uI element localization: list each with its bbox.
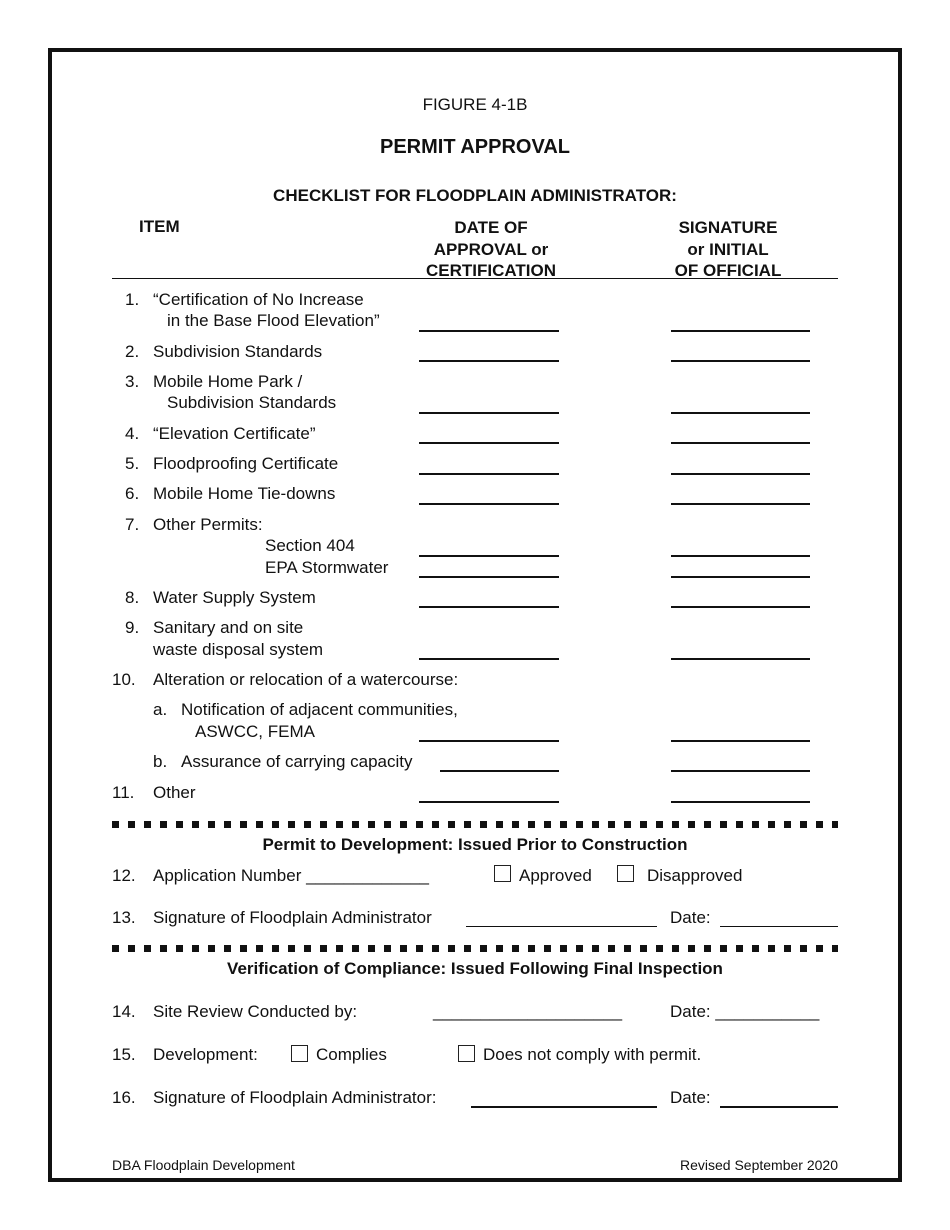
checklist-subtitle: CHECKLIST FOR FLOODPLAIN ADMINISTRATOR: <box>273 186 677 205</box>
item-5-signature-field[interactable] <box>671 473 810 475</box>
item-4-date-field[interactable] <box>419 442 559 444</box>
date-label: Date: ___________ <box>670 1002 820 1021</box>
disapproved-label: Disapproved <box>647 866 743 885</box>
column-header-date: DATE OF APPROVAL or CERTIFICATION <box>425 218 556 280</box>
item-2-signature-field[interactable] <box>671 360 810 362</box>
item-number: 9. <box>125 618 140 637</box>
item-4-signature-field[interactable] <box>671 442 810 444</box>
verification-section-heading: Verification of Compliance: Issued Following Final Inspection <box>227 959 723 978</box>
item-number: 11. <box>112 783 135 802</box>
item-number: 2. <box>125 342 140 361</box>
item-7a-signature-field[interactable] <box>671 555 810 557</box>
item-number: 14. <box>112 1002 136 1021</box>
item-3-label-cont: Subdivision Standards <box>167 393 337 412</box>
item-10a-label: Notification of adjacent communities, <box>181 700 458 719</box>
item-10b-date-field[interactable] <box>440 770 559 772</box>
column-header-signature: SIGNATURE or INITIAL OF OFFICIAL <box>674 218 782 280</box>
complies-label: Complies <box>316 1045 387 1064</box>
date-label: Date: <box>670 1088 711 1107</box>
item-6-date-field[interactable] <box>419 503 559 505</box>
item-11-signature-field[interactable] <box>671 801 810 803</box>
does-not-comply-label: Does not comply with permit. <box>483 1045 702 1064</box>
item-11-label: Other <box>153 783 196 802</box>
item-8-date-field[interactable] <box>419 606 559 608</box>
item-9-date-field[interactable] <box>419 658 559 660</box>
item-number: 6. <box>125 484 140 503</box>
item-7-sub-section-404: Section 404 <box>265 536 355 555</box>
item-4-label: “Elevation Certificate” <box>153 424 316 443</box>
item-1-label: “Certification of No Increase <box>153 290 364 309</box>
page-title: PERMIT APPROVAL <box>379 136 570 158</box>
item-10a-signature-field[interactable] <box>671 740 810 742</box>
site-review-label: Site Review Conducted by: <box>153 1002 358 1021</box>
item-2-date-field[interactable] <box>419 360 559 362</box>
item-10b-letter: b. <box>153 752 168 771</box>
item-1-signature-field[interactable] <box>671 330 810 332</box>
item-9-label: Sanitary and on site <box>153 618 304 637</box>
item-10a-letter: a. <box>153 700 168 719</box>
administrator-signature-label: Signature of Floodplain Administrator <box>153 908 432 927</box>
permit-date-field[interactable] <box>720 926 838 927</box>
date-label: Date: <box>670 908 711 927</box>
permit-section-heading: Permit to Development: Issued Prior to Construction <box>262 835 688 854</box>
item-number: 16. <box>112 1088 136 1107</box>
item-number: 10. <box>112 670 136 689</box>
item-1-date-field[interactable] <box>419 330 559 332</box>
item-10b-label: Assurance of carrying capacity <box>181 752 413 771</box>
item-number: 1. <box>125 290 140 309</box>
section-divider <box>112 945 838 952</box>
item-number: 8. <box>125 588 140 607</box>
administrator-signature-field[interactable] <box>466 926 657 927</box>
site-review-date-field[interactable]: ___________ <box>715 1002 820 1021</box>
final-date-field[interactable] <box>720 1106 838 1108</box>
footer-left: DBA Floodplain Development <box>112 1157 295 1173</box>
disapproved-checkbox[interactable] <box>617 865 634 882</box>
does-not-comply-checkbox[interactable] <box>458 1045 475 1062</box>
complies-checkbox[interactable] <box>291 1045 308 1062</box>
item-1-label-cont: in the Base Flood Elevation” <box>167 311 380 330</box>
item-5-label: Floodproofing Certificate <box>153 454 339 473</box>
item-7b-date-field[interactable] <box>419 576 559 578</box>
footer-right: Revised September 2020 <box>680 1157 838 1173</box>
header-rule <box>112 278 838 279</box>
item-11-date-field[interactable] <box>419 801 559 803</box>
item-number: 15. <box>112 1045 136 1064</box>
item-number: 13. <box>112 908 136 927</box>
figure-label: FIGURE 4-1B <box>422 95 528 114</box>
item-10-label: Alteration or relocation of a watercourse: <box>153 670 459 689</box>
item-6-signature-field[interactable] <box>671 503 810 505</box>
item-number: 5. <box>125 454 140 473</box>
section-divider <box>112 821 838 828</box>
item-number: 12. <box>112 866 136 885</box>
item-8-label: Water Supply System <box>153 588 316 607</box>
item-5-date-field[interactable] <box>419 473 559 475</box>
item-number: 3. <box>125 372 140 391</box>
item-8-signature-field[interactable] <box>671 606 810 608</box>
item-number: 7. <box>125 515 140 534</box>
item-7-label: Other Permits: <box>153 515 263 534</box>
approved-label: Approved <box>519 866 592 885</box>
item-3-date-field[interactable] <box>419 412 559 414</box>
approved-checkbox[interactable] <box>494 865 511 882</box>
item-3-label: Mobile Home Park / <box>153 372 303 391</box>
item-7a-date-field[interactable] <box>419 555 559 557</box>
item-10a-label-cont: ASWCC, FEMA <box>195 722 315 741</box>
item-10b-signature-field[interactable] <box>671 770 810 772</box>
item-number: 4. <box>125 424 140 443</box>
site-review-field[interactable]: ____________________ <box>433 1002 623 1021</box>
item-7b-signature-field[interactable] <box>671 576 810 578</box>
final-signature-label: Signature of Floodplain Administrator: <box>153 1088 437 1107</box>
item-10a-date-field[interactable] <box>419 740 559 742</box>
item-3-signature-field[interactable] <box>671 412 810 414</box>
column-header-item: ITEM <box>139 217 180 236</box>
item-9-signature-field[interactable] <box>671 658 810 660</box>
item-7-sub-epa-stormwater: EPA Stormwater <box>265 558 389 577</box>
item-6-label: Mobile Home Tie-downs <box>153 484 336 503</box>
final-signature-field[interactable] <box>471 1106 657 1108</box>
development-label: Development: <box>153 1045 258 1064</box>
application-number-label: Application Number _____________ <box>153 866 430 885</box>
item-2-label: Subdivision Standards <box>153 342 323 361</box>
item-9-label-cont: waste disposal system <box>153 640 324 659</box>
application-number-field[interactable]: _____________ <box>306 866 430 885</box>
